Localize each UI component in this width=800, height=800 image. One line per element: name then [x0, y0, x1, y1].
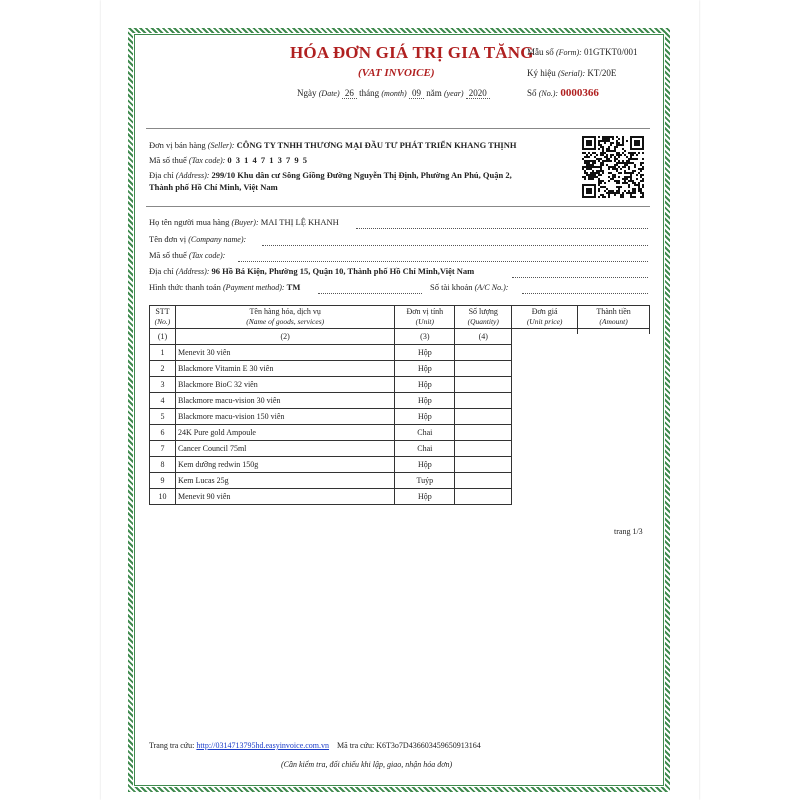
column-header	[395, 306, 455, 329]
cell-unit: Hộp	[395, 361, 455, 377]
lookup-label: Trang tra cứu:	[149, 741, 195, 750]
cell-empty	[455, 361, 512, 377]
column-header-en: (Unit)	[415, 317, 435, 326]
column-header	[455, 306, 512, 329]
seller-address-label: Địa chỉ	[149, 170, 174, 180]
form-number	[527, 47, 638, 57]
cell-no: 3	[150, 377, 176, 393]
invoice-subtitle: (VAT INVOICE)	[358, 67, 435, 79]
cell-empty	[455, 409, 512, 425]
cell-name: Blackmore Vitamin E 30 viên	[175, 361, 394, 377]
buyer-address: 96 Hồ Bá Kiện, Phường 15, Quận 10, Thành phố Hồ Chí Minh,Việt Nam	[211, 266, 475, 276]
payment-row	[149, 282, 300, 292]
dotted-line	[356, 228, 648, 229]
form-value: 01GTKT0/001	[584, 47, 638, 57]
code-label: Mã tra cứu:	[337, 741, 375, 750]
company-row	[149, 234, 246, 244]
qr-code-icon	[580, 134, 646, 200]
serial-label-en: (Serial):	[558, 69, 586, 78]
lookup-link[interactable]: http://0314713795hd.easyinvoice.com.vn	[196, 741, 330, 750]
form-label-en: (Form):	[556, 48, 582, 57]
year-label-en: (year)	[443, 89, 464, 98]
dotted-line	[512, 277, 648, 278]
column-header	[175, 306, 394, 329]
index-cell: (2)	[175, 329, 394, 345]
column-header-vi: Số lượng	[468, 307, 498, 316]
footer-note: (Cần kiểm tra, đối chiếu khi lập, giao, nhận hóa đơn)	[281, 760, 453, 769]
dotted-line	[318, 293, 422, 294]
cell-empty	[455, 457, 512, 473]
account-label-en: (A/C No.):	[474, 283, 509, 292]
buyer-address-label: Địa chỉ	[149, 266, 174, 276]
cell-no: 2	[150, 361, 176, 377]
account-label: Số tài khoản	[430, 282, 473, 292]
cell-unit: Chai	[395, 441, 455, 457]
buyer-name: MAI THỊ LỆ KHANH	[260, 217, 339, 227]
serial-number	[527, 68, 616, 78]
date-label-en: (Date)	[318, 89, 340, 98]
cell-empty	[455, 425, 512, 441]
seller-tax-label: Mã số thuế	[149, 155, 187, 165]
cell-name: Cancer Council 75ml	[175, 441, 394, 457]
cell-unit: Hộp	[395, 377, 455, 393]
masked-values-area	[512, 334, 652, 512]
cell-unit: Tuýp	[395, 473, 455, 489]
index-cell: (3)	[395, 329, 455, 345]
column-header-vi: Đơn giá	[531, 307, 558, 316]
cell-empty	[455, 393, 512, 409]
column-header-vi: Thành tiền	[596, 307, 631, 316]
cell-name: Blackmore macu-vision 30 viên	[175, 393, 394, 409]
payment-label: Hình thức thanh toán	[149, 282, 221, 292]
seller-address-label-en: (Address):	[175, 171, 210, 180]
form-label: Mẫu số	[527, 47, 554, 57]
cell-unit: Hộp	[395, 457, 455, 473]
invoice-date	[297, 88, 490, 99]
seller-tax-code: 0 3 1 4 7 1 3 7 9 5	[227, 155, 309, 165]
payment-method: TM	[286, 282, 301, 292]
cell-empty	[455, 473, 512, 489]
cell-empty	[455, 377, 512, 393]
no-label-en: (No.):	[538, 89, 559, 98]
seller-label-en: (Seller):	[207, 141, 235, 150]
lookup-row	[149, 741, 481, 750]
table-header	[150, 306, 650, 329]
cell-unit: Chai	[395, 425, 455, 441]
cell-name: Kem Lucas 25g	[175, 473, 394, 489]
cell-unit: Hộp	[395, 409, 455, 425]
divider	[146, 206, 650, 207]
page-number: trang 1/3	[614, 527, 643, 536]
no-value: 0000366	[560, 87, 599, 99]
cell-no: 6	[150, 425, 176, 441]
column-header-vi: Tên hàng hóa, dịch vụ	[249, 307, 321, 316]
no-label: Số	[527, 88, 537, 98]
payment-label-en: (Payment method):	[223, 283, 285, 292]
column-header-vi: Đơn vị tính	[406, 307, 444, 316]
dotted-line	[522, 293, 648, 294]
seller-name-row	[149, 140, 517, 150]
column-header	[512, 306, 578, 329]
account-row	[430, 282, 508, 292]
seller-label: Đơn vị bán hàng	[149, 140, 206, 150]
buyer-label-en: (Buyer):	[231, 218, 259, 227]
divider	[146, 128, 650, 129]
cell-name: Blackmore BioC 32 viên	[175, 377, 394, 393]
cell-name: Kem dưỡng redwin 150g	[175, 457, 394, 473]
buyer-tax-label: Mã số thuế	[149, 250, 187, 260]
serial-value: KT/20E	[587, 68, 617, 78]
cell-empty	[455, 441, 512, 457]
date-day: 26	[342, 88, 357, 99]
seller-address-row2	[149, 182, 278, 192]
column-header-en: (No.)	[154, 317, 171, 326]
buyer-label: Họ tên người mua hàng	[149, 217, 230, 227]
buyer-address-label-en: (Address):	[175, 267, 210, 276]
invoice-title: HÓA ĐƠN GIÁ TRỊ GIA TĂNG	[290, 43, 534, 62]
seller-address-line2: Thành phố Hồ Chí Minh, Việt Nam	[149, 182, 278, 192]
cell-name: Menevit 90 viên	[175, 489, 394, 505]
cell-no: 1	[150, 345, 176, 361]
column-header	[578, 306, 650, 329]
cell-name: Menevit 30 viên	[175, 345, 394, 361]
date-month: 09	[409, 88, 424, 99]
cell-name: Blackmore macu-vision 150 viên	[175, 409, 394, 425]
cell-no: 10	[150, 489, 176, 505]
column-header-en: (Amount)	[599, 317, 628, 326]
month-label: tháng	[359, 88, 380, 98]
seller-name: CÔNG TY TNHH THƯƠNG MẠI ĐẦU TƯ PHÁT TRIỂN KHANG THỊNH	[236, 140, 517, 150]
invoice-number	[527, 87, 599, 99]
index-cell: (4)	[455, 329, 512, 345]
cell-unit: Hộp	[395, 345, 455, 361]
seller-tax-label-en: (Tax code):	[188, 156, 226, 165]
buyer-name-row	[149, 217, 339, 227]
cell-no: 4	[150, 393, 176, 409]
seller-tax-row	[149, 155, 308, 165]
company-label: Tên đơn vị	[149, 234, 187, 244]
cell-empty	[455, 489, 512, 505]
seller-address-row	[149, 170, 512, 180]
index-cell: (1)	[150, 329, 176, 345]
lookup-code: K6T3o7D436603459650913164	[376, 741, 481, 750]
column-header	[150, 306, 176, 329]
buyer-tax-label-en: (Tax code):	[188, 251, 226, 260]
date-year: 2020	[466, 88, 490, 99]
cell-no: 7	[150, 441, 176, 457]
column-header-en: (Name of goods, services)	[246, 317, 325, 326]
column-header-en: (Quantity)	[467, 317, 499, 326]
column-header-en: (Unit price)	[526, 317, 563, 326]
buyer-address-row	[149, 266, 474, 276]
dotted-line	[238, 261, 648, 262]
cell-no: 9	[150, 473, 176, 489]
cell-unit: Hộp	[395, 489, 455, 505]
column-header-vi: STT	[155, 307, 170, 316]
date-label: Ngày	[297, 88, 317, 98]
month-label-en: (month)	[381, 89, 407, 98]
buyer-tax-row	[149, 250, 225, 260]
year-label: năm	[426, 88, 442, 98]
cell-name: 24K Pure gold Ampoule	[175, 425, 394, 441]
cell-no: 8	[150, 457, 176, 473]
company-label-en: (Company name):	[188, 235, 247, 244]
dotted-line	[262, 245, 648, 246]
seller-address-line1: 299/10 Khu dân cư Sông Giồng Đường Nguyễn Thị Định, Phường An Phú, Quận 2,	[211, 170, 512, 180]
cell-no: 5	[150, 409, 176, 425]
cell-empty	[455, 345, 512, 361]
cell-unit: Hộp	[395, 393, 455, 409]
serial-label: Ký hiệu	[527, 68, 556, 78]
